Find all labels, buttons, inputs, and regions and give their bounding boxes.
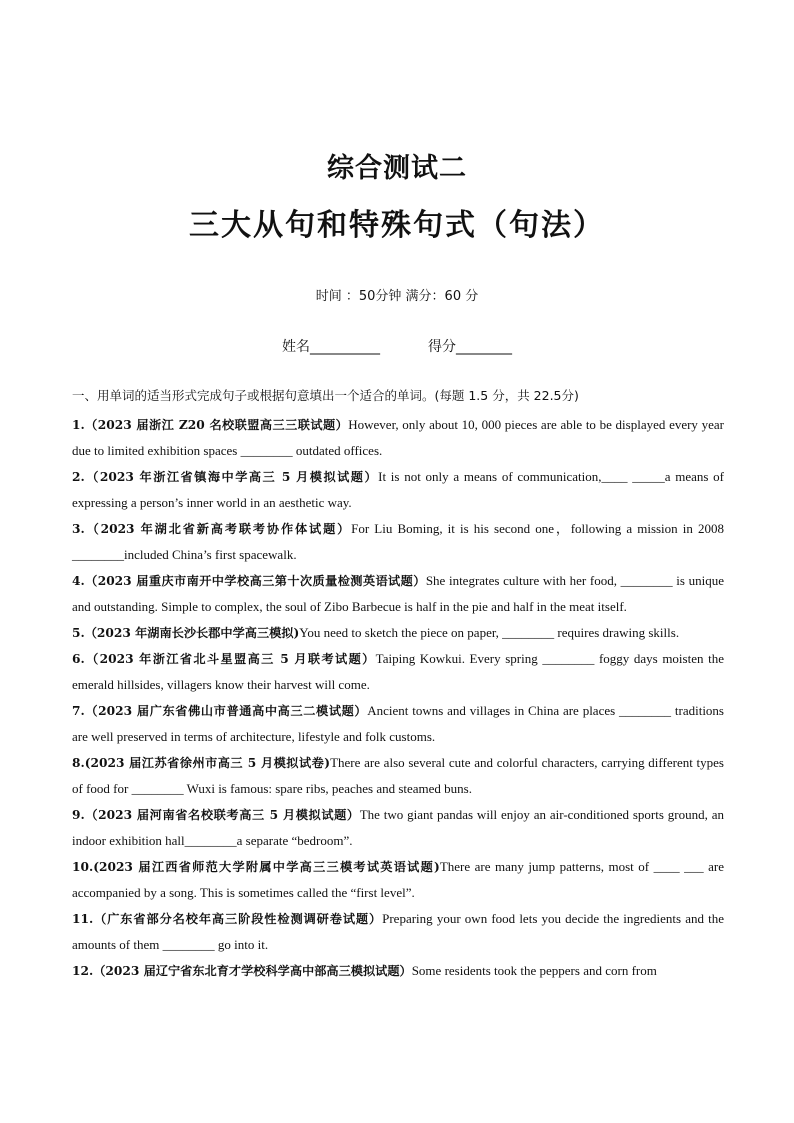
question-source: （2023 年浙江省镇海中学高三 5 月模拟试题） xyxy=(84,470,379,484)
question-source: （2023 届浙江 Z20 名校联盟高三三联试题） xyxy=(84,418,349,432)
name-score-line xyxy=(0,336,794,356)
question-number: 6. xyxy=(72,652,85,666)
score-field-label: 得分________ xyxy=(428,339,512,355)
question-source: (2023 届江苏省徐州市高三 5 月模拟试卷) xyxy=(84,756,331,770)
question-source: （2023 年湖北省新高考联考协作体试题） xyxy=(84,522,352,536)
question-section xyxy=(72,386,724,984)
question-number: 12. xyxy=(72,964,94,978)
question-source: （2023 届河南省名校联考高三 5 月模拟试题） xyxy=(84,808,360,822)
question-number: 10. xyxy=(72,860,94,874)
question-source: （2023 届广东省佛山市普通高中高三二模试题） xyxy=(84,704,368,718)
question-item xyxy=(72,802,724,854)
section-heading: 一、用单词的适当形式完成句子或根据句意填出一个适合的单词。(每题 1.5 分，共 22.5分) xyxy=(72,388,579,403)
question-text: Preparing your own food lets you decide the ingredients and the amounts of them ________ go into it. xyxy=(72,911,725,952)
name-field-label: 姓名__________ xyxy=(282,339,380,355)
question-number: 1. xyxy=(72,418,85,432)
question-text: There are also several cute and colorful characters, carrying different types of food for ________ Wuxi is famous: spare ribs, peaches and steamed buns. xyxy=(72,755,724,796)
question-item xyxy=(72,750,724,802)
question-item xyxy=(72,646,724,698)
time-score-info: 时间 ：50分钟 满分：60 分 xyxy=(315,289,479,304)
question-number: 5. xyxy=(72,626,85,640)
question-number: 2. xyxy=(72,470,85,484)
question-item xyxy=(72,568,724,620)
question-number: 4. xyxy=(72,574,85,588)
question-text: Ancient towns and villages in China are places ________ traditions are well preserved in terms of architecture, lifestyle and folk customs. xyxy=(72,703,724,744)
question-text: Taiping Kowkui. Every spring ________ foggy days moisten the emerald hillsides, villagers know their harvest will come. xyxy=(72,651,724,692)
question-item xyxy=(72,516,724,568)
question-number: 7. xyxy=(72,704,85,718)
question-text: The two giant pandas will enjoy an air-conditioned sports ground, an indoor exhibition hall________a separate “bedroom”. xyxy=(72,807,724,848)
question-number: 11. xyxy=(72,912,94,926)
question-text: You need to sketch the piece on paper, ________ requires drawing skills. xyxy=(299,625,680,640)
question-item xyxy=(72,620,724,646)
question-item xyxy=(72,698,724,750)
question-number: 3. xyxy=(72,522,85,536)
page-subtitle: 三大从句和特殊句式（句法） xyxy=(189,208,605,243)
question-source: （2023 届辽宁省东北育才学校科学高中部高三模拟试题） xyxy=(93,964,412,978)
question-text: There are many jump patterns, most of ____ ___ are accompanied by a song. This is sometimes called the “first level”. xyxy=(72,859,724,900)
question-text: For Liu Boming, it is his second one，following a mission in 2008 ________included China’s first spacewalk. xyxy=(72,521,724,562)
question-source: (2023 届江西省师范大学附属中学高三三模考试英语试题) xyxy=(93,860,440,874)
question-item xyxy=(72,464,724,516)
question-text: However, only about 10, 000 pieces are able to be displayed every year due to limited exhibition spaces ________ outdated offices. xyxy=(72,417,724,458)
question-text: She integrates culture with her food, ________ is unique and outstanding. Simple to complex, the soul of Zibo Barbecue is half in the pie and half in the meat itself. xyxy=(72,573,724,614)
question-source: （广东省部分名校年高三阶段性检测调研卷试题） xyxy=(93,912,383,926)
question-number: 8. xyxy=(72,756,85,770)
question-item xyxy=(72,412,724,464)
question-source: （2023 年湖南长沙长郡中学高三模拟) xyxy=(84,626,300,640)
question-item xyxy=(72,958,724,984)
question-number: 9. xyxy=(72,808,85,822)
question-item xyxy=(72,854,724,906)
question-text: It is not only a means of communication,____ _____a means of expressing a person’s inner world in an aesthetic way. xyxy=(72,469,724,510)
question-item xyxy=(72,906,724,958)
question-source: （2023 年浙江省北斗星盟高三 5 月联考试题） xyxy=(84,652,376,666)
question-source: （2023 届重庆市南开中学校高三第十次质量检测英语试题） xyxy=(84,574,426,588)
page-title: 综合测试二 xyxy=(327,153,467,184)
question-text: Some residents took the peppers and corn from xyxy=(411,963,657,978)
